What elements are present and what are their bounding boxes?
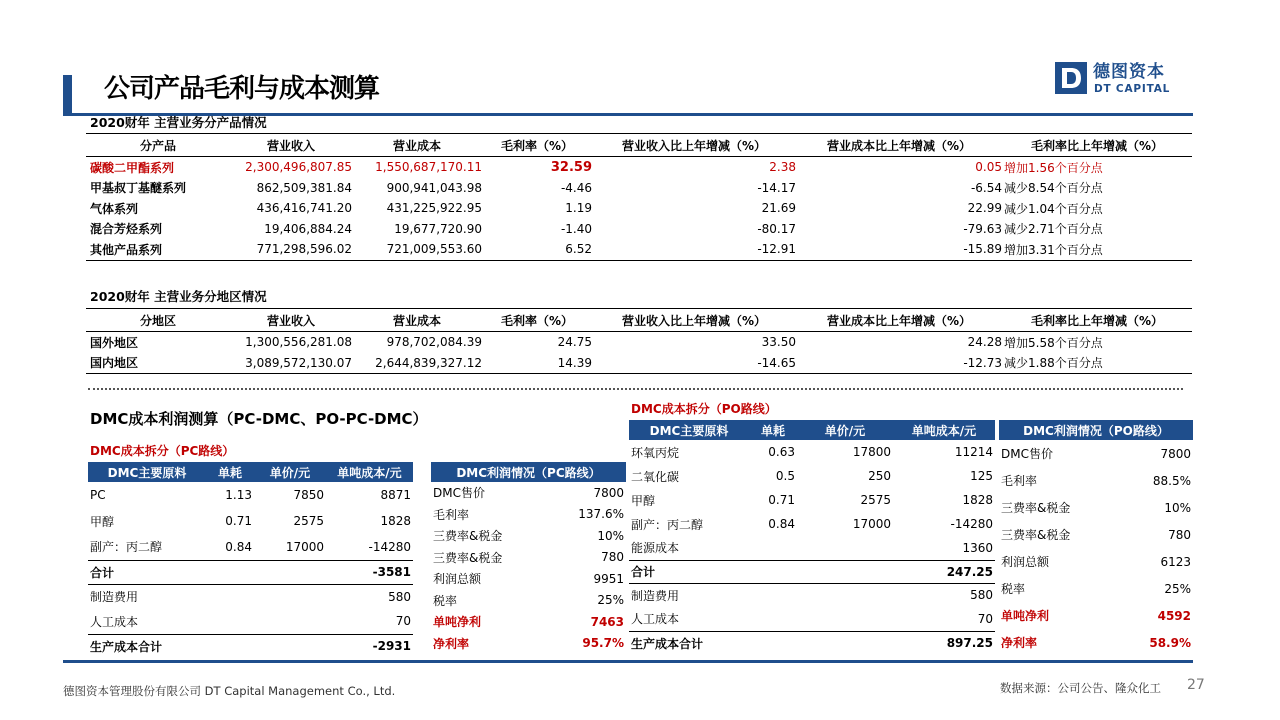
company-logo	[1055, 62, 1180, 98]
table-cell: 3,089,572,130.07	[230, 353, 352, 374]
col-header: 毛利率（%）	[482, 309, 592, 332]
table-cell: 毛利率	[433, 507, 470, 522]
table-cell: 0.71	[225, 514, 252, 528]
table-cell: -6.54	[970, 180, 1002, 195]
table-cell: 2,300,496,807.85	[245, 160, 352, 175]
table-cell: 4592	[1157, 608, 1191, 623]
table-cell: 毛利率	[1001, 474, 1038, 488]
table-cell: 11214	[954, 445, 993, 459]
page-title: 公司产品毛利与成本测算	[104, 74, 380, 104]
po-cost-table	[629, 420, 995, 655]
table-cell: 净利率	[1001, 636, 1038, 650]
table-cell: 22.99	[967, 201, 1002, 216]
table-cell: 10%	[597, 528, 624, 543]
table-cell: -12.73	[796, 353, 1002, 374]
table-cell: -14280	[368, 539, 411, 554]
col-header: DMC主要原料	[88, 462, 206, 482]
table-cell	[749, 631, 797, 655]
net-margin-row	[999, 629, 1193, 656]
col-header: 营业收入	[230, 134, 352, 157]
table-cell	[797, 631, 893, 655]
table-cell: 17000	[285, 539, 324, 554]
table-cell: 增加5.58个百分点	[1004, 335, 1103, 350]
col-header: 分地区	[86, 309, 230, 332]
title-accent-bar	[63, 75, 72, 113]
po-profit-table	[999, 420, 1193, 656]
pc-profit-table	[431, 462, 626, 654]
table-cell	[254, 584, 326, 609]
table-row	[88, 482, 413, 508]
product-table-title: 2020财年 主营业务分产品情况	[90, 115, 267, 130]
table-cell: 增加1.56个百分点	[1004, 160, 1103, 175]
table-cell: DMC售价	[1001, 447, 1053, 461]
net-profit-row	[431, 611, 626, 633]
table-cell: 58.9%	[1149, 635, 1191, 650]
table-cell	[749, 560, 797, 583]
table-cell: -15.89	[796, 239, 1002, 260]
table-cell: 甲基叔丁基醚系列	[90, 181, 187, 196]
table-cell	[206, 584, 254, 609]
table-cell: 580	[388, 589, 411, 604]
table-cell: 24.75	[557, 335, 592, 350]
table-cell: 1360	[962, 540, 993, 555]
table-cell: 税率	[1001, 582, 1026, 596]
table-cell: 甲醇	[90, 514, 115, 529]
table-cell: 2575	[860, 493, 891, 507]
table-cell: -79.63	[963, 221, 1002, 236]
table-cell: 780	[601, 550, 624, 565]
table-cell: 17000	[852, 517, 891, 531]
table-cell: 其他产品系列	[86, 239, 230, 260]
table-row	[431, 568, 626, 590]
table-cell: 人工成本	[629, 607, 749, 631]
table-cell: -4.46	[560, 180, 592, 195]
table-cell: 利润总额	[433, 572, 482, 587]
table-cell: 单吨净利	[1001, 609, 1050, 623]
table-cell: 净利率	[433, 636, 470, 651]
table-cell	[749, 607, 797, 631]
table-cell: 副产：丙二醇	[631, 517, 704, 532]
table-cell: 二氧化碳	[631, 469, 680, 484]
subtotal-row	[629, 560, 995, 583]
table-cell: 1,300,556,281.08	[245, 335, 352, 350]
table-cell: 0.84	[768, 517, 795, 531]
table-row	[86, 239, 1192, 260]
table-cell: -2931	[372, 639, 411, 654]
col-header: 营业收入比上年增减（%）	[592, 134, 796, 157]
table-cell: PC	[90, 488, 106, 502]
table-row	[629, 464, 995, 488]
table-cell: 0.05	[975, 160, 1002, 175]
col-header: 分产品	[86, 134, 230, 157]
pc-cost-table	[88, 462, 413, 658]
subtotal-row	[88, 560, 413, 584]
table-header-row	[86, 309, 1192, 332]
total-row	[629, 631, 995, 655]
col-header: 单耗	[206, 462, 254, 482]
col-header: 单价/元	[797, 420, 893, 440]
table-cell: 2575	[293, 514, 324, 528]
table-cell: 碳酸二甲酯系列	[90, 160, 175, 175]
table-cell	[206, 560, 254, 584]
table-cell: 减少1.88个百分点	[1002, 353, 1192, 374]
table-cell: 国内地区	[86, 353, 230, 374]
table-cell	[206, 634, 254, 658]
table-cell	[254, 560, 326, 584]
dotted-divider	[88, 388, 1183, 390]
table-row	[629, 536, 995, 560]
col-header: 毛利率比上年增减（%）	[1002, 309, 1192, 332]
table-row	[431, 590, 626, 612]
col-header: 营业成本比上年增减（%）	[796, 134, 1002, 157]
table-row	[431, 547, 626, 569]
table-header-row	[86, 134, 1192, 157]
table-cell	[797, 560, 893, 583]
table-cell: 混合芳烃系列	[90, 222, 163, 237]
table-cell: 21.69	[761, 201, 796, 216]
table-cell: 32.59	[550, 159, 592, 175]
col-header: 营业收入	[230, 309, 352, 332]
table-cell: 25%	[1164, 581, 1191, 596]
table-cell: 国外地区	[90, 335, 139, 350]
table-cell: 制造费用	[631, 588, 680, 603]
table-row	[629, 440, 995, 464]
table-cell: 1.13	[225, 488, 252, 502]
table-cell: 19,677,720.90	[394, 221, 482, 236]
table-cell: 三费率&税金	[1001, 501, 1071, 515]
table-row	[88, 584, 413, 609]
table-cell: 利润总额	[1001, 555, 1050, 569]
table-cell: 125	[970, 469, 993, 483]
table-cell: 0.63	[768, 445, 795, 459]
table-row	[999, 521, 1193, 548]
table-cell: 1828	[380, 514, 411, 528]
table-cell: 9951	[593, 571, 624, 586]
table-cell: 70	[893, 607, 995, 631]
table-cell	[797, 536, 893, 560]
table-cell: 8871	[380, 488, 411, 502]
table-row	[86, 353, 1192, 374]
col-header: DMC主要原料	[629, 420, 749, 440]
table-cell: 7800	[1160, 446, 1191, 461]
col-header: 毛利率比上年增减（%）	[1002, 134, 1192, 157]
table-cell	[797, 607, 893, 631]
table-cell: 70	[326, 609, 413, 634]
table-row	[88, 508, 413, 534]
table-row	[86, 178, 1192, 199]
col-header: 单耗	[749, 420, 797, 440]
table-cell: 气体系列	[90, 201, 139, 216]
table-cell: 合计	[88, 560, 206, 584]
table-cell	[206, 609, 254, 634]
table-cell: 副产：丙二醇	[90, 540, 163, 555]
table-cell: 431,225,922.95	[386, 201, 482, 216]
table-cell: 88.5%	[1152, 473, 1191, 488]
table-cell: 780	[1168, 527, 1191, 542]
table-row	[629, 583, 995, 607]
region-table-title: 2020财年 主营业务分地区情况	[90, 289, 267, 304]
table-cell: 甲醇	[631, 493, 656, 508]
table-cell: 862,509,381.84	[256, 180, 352, 195]
table-cell: 17800	[852, 445, 891, 459]
table-row	[431, 504, 626, 526]
table-cell: 能源成本	[631, 541, 680, 556]
table-cell: 10%	[1164, 500, 1191, 515]
col-header: DMC利润情况（PC路线）	[431, 462, 626, 482]
table-cell: 721,009,553.60	[352, 239, 482, 260]
table-cell: 900,941,043.98	[386, 180, 482, 195]
table-cell: 250	[868, 469, 891, 483]
table-cell: 增加3.31个百分点	[1002, 239, 1192, 260]
table-cell: 137.6%	[578, 507, 624, 522]
table-cell: -3581	[326, 560, 413, 584]
po-cost-title: DMC成本拆分（PO路线）	[631, 402, 777, 416]
table-row	[999, 467, 1193, 494]
table-cell: 三费率&税金	[433, 550, 503, 565]
table-cell: 三费率&税金	[433, 529, 503, 544]
col-header: 单吨成本/元	[893, 420, 995, 440]
col-header: 营业成本比上年增减（%）	[796, 309, 1002, 332]
table-cell: -14.17	[757, 180, 796, 195]
total-row	[88, 634, 413, 658]
table-row	[999, 494, 1193, 521]
table-cell: 生产成本合计	[631, 636, 704, 651]
table-cell: -14280	[950, 517, 993, 531]
table-cell: 19,406,884.24	[264, 221, 352, 236]
table-cell: 14.39	[482, 353, 592, 374]
table-cell: 33.50	[761, 335, 796, 350]
table-cell: DMC售价	[433, 486, 485, 501]
table-row	[999, 575, 1193, 602]
table-cell: 合计	[629, 560, 749, 583]
net-profit-row	[999, 602, 1193, 629]
table-cell: 0.5	[775, 469, 795, 483]
table-row	[999, 440, 1193, 467]
col-header: DMC利润情况（PO路线）	[999, 420, 1193, 440]
table-cell	[254, 634, 326, 658]
table-header-row	[999, 420, 1193, 440]
table-cell: -12.91	[592, 239, 796, 260]
table-cell: 1828	[962, 493, 993, 507]
table-cell: 减少1.04个百分点	[1004, 201, 1103, 216]
table-cell: 436,416,741.20	[256, 201, 352, 216]
table-cell: -14.65	[592, 353, 796, 374]
table-header-row	[88, 462, 413, 482]
table-cell: 人工成本	[88, 609, 206, 634]
net-margin-row	[431, 633, 626, 655]
product-table	[86, 133, 1192, 261]
table-cell: 三费率&税金	[1001, 528, 1071, 542]
table-header-row	[629, 420, 995, 440]
table-cell: 580	[970, 588, 993, 603]
table-row	[431, 482, 626, 504]
table-row	[86, 157, 1192, 178]
table-cell: 1,550,687,170.11	[375, 160, 482, 175]
table-row	[999, 548, 1193, 575]
footer-company: 德图资本管理股份有限公司 DT Capital Management Co., Ltd.	[63, 684, 396, 698]
dmc-section-title: DMC成本利润测算（PC-DMC、PO-PC-DMC）	[90, 410, 428, 428]
table-cell: 2,644,839,327.12	[352, 353, 482, 374]
table-cell: 978,702,084.39	[386, 335, 482, 350]
table-row	[88, 609, 413, 634]
table-cell	[749, 583, 797, 607]
table-row	[86, 332, 1192, 353]
col-header: 营业收入比上年增减（%）	[592, 309, 796, 332]
table-row	[629, 512, 995, 536]
table-cell	[254, 609, 326, 634]
col-header: 营业成本	[352, 134, 482, 157]
table-cell: 897.25	[946, 636, 993, 651]
table-cell	[797, 583, 893, 607]
table-cell	[749, 536, 797, 560]
page-number: 27	[1187, 677, 1205, 693]
table-cell: 24.28	[967, 335, 1002, 350]
table-cell: 生产成本合计	[90, 639, 163, 654]
table-row	[629, 488, 995, 512]
logo-en-text: DT CAPITAL	[1094, 83, 1171, 95]
table-cell: 环氧丙烷	[631, 445, 680, 460]
table-row	[88, 534, 413, 560]
region-table	[86, 308, 1192, 374]
table-cell: 0.71	[768, 493, 795, 507]
table-row	[86, 219, 1192, 240]
table-cell: 2.38	[769, 160, 796, 175]
table-cell: 单吨净利	[433, 615, 482, 630]
table-cell: 25%	[597, 593, 624, 608]
table-cell: 247.25	[893, 560, 995, 583]
table-cell: 减少8.54个百分点	[1004, 181, 1103, 196]
table-cell: 7850	[293, 488, 324, 502]
footer-divider	[63, 660, 1193, 663]
table-cell: 6123	[1160, 554, 1191, 569]
footer-source: 数据来源：公司公告、隆众化工	[1000, 681, 1161, 695]
table-cell: 0.84	[225, 539, 252, 554]
table-cell: 6.52	[482, 239, 592, 260]
table-cell: 税率	[433, 593, 458, 608]
table-row	[431, 525, 626, 547]
table-cell: 7800	[593, 485, 624, 500]
table-cell: 减少2.71个百分点	[1004, 222, 1103, 237]
col-header: 毛利率（%）	[482, 134, 592, 157]
table-cell: -80.17	[757, 221, 796, 236]
col-header: 单价/元	[254, 462, 326, 482]
table-cell: 制造费用	[90, 590, 139, 605]
table-row	[86, 198, 1192, 219]
logo-cn-text: 德图资本	[1093, 62, 1165, 82]
table-cell: 1.19	[565, 201, 592, 216]
table-cell: 7463	[590, 614, 624, 629]
col-header: 营业成本	[352, 309, 482, 332]
table-cell: -1.40	[560, 221, 592, 236]
col-header: 单吨成本/元	[326, 462, 413, 482]
dt-logo-icon	[1055, 62, 1087, 94]
table-header-row	[431, 462, 626, 482]
table-cell: 771,298,596.02	[230, 239, 352, 260]
pc-cost-title: DMC成本拆分（PC路线）	[90, 444, 235, 458]
table-cell: 95.7%	[582, 636, 624, 651]
table-row	[629, 607, 995, 631]
